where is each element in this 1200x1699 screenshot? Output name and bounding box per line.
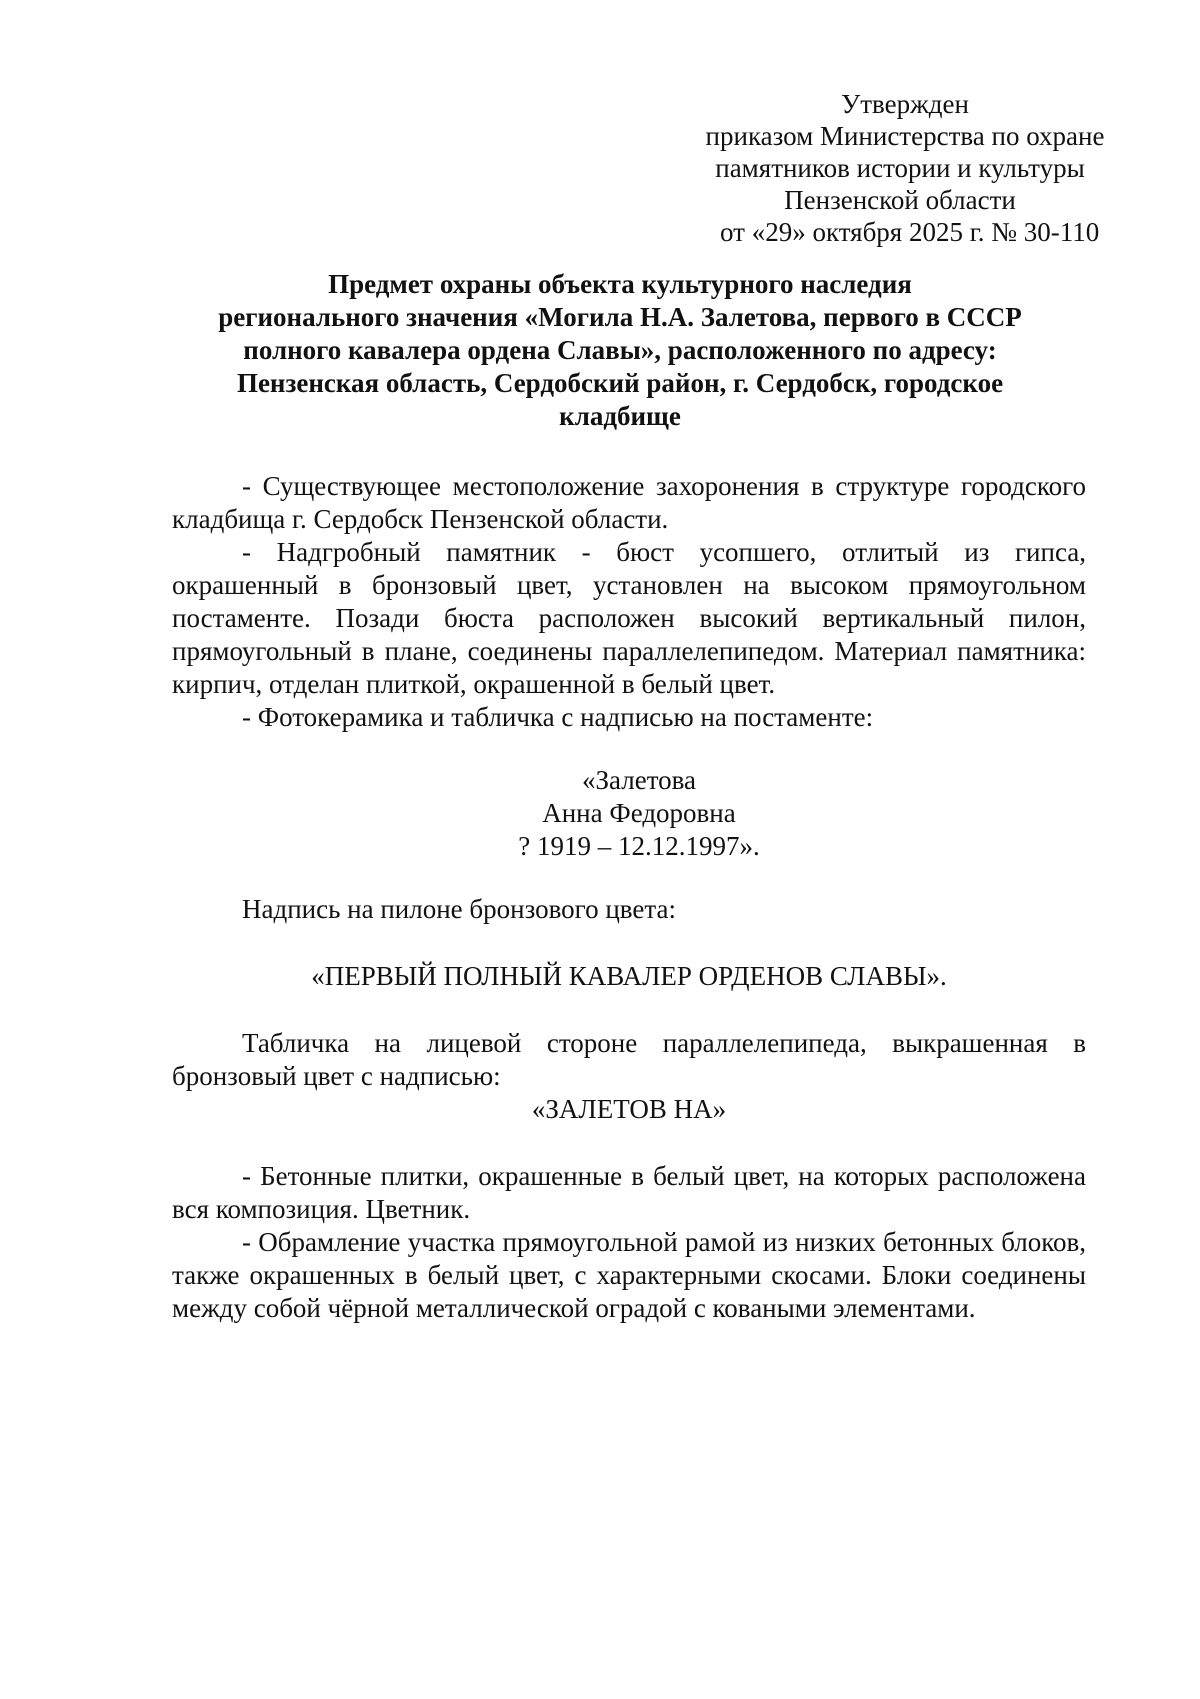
plate-inscription: «ЗАЛЕТОВ НА» (531, 1094, 727, 1124)
approval-line-region: Пензенской области (784, 185, 1016, 215)
spacer (172, 1126, 1086, 1160)
pylon-inscription: «ПЕРВЫЙ ПОЛНЫЙ КАВАЛЕР ОРДЕНОВ СЛАВЫ». (311, 961, 947, 991)
approval-stamp-block (660, 88, 1140, 248)
spacer (172, 734, 1086, 764)
approval-line-date-number: от «29» октября 2025 г. № 30-110 (720, 217, 1100, 247)
title-line-2: регионального значения «Могила Н.А. Залетова, первого в СССР (218, 302, 1022, 332)
item-tiles: - Бетонные плитки, окрашенные в белый цвет, на которых расположена вся композиция. Цветник. (172, 1161, 1086, 1224)
inscription-line-3: ? 1919 – 12.12.1997». (518, 831, 760, 861)
title-line-1: Предмет охраны объекта культурного наследия (328, 269, 912, 299)
pylon-intro: Надпись на пилоне бронзового цвета: (242, 894, 676, 924)
approval-line-order: приказом Министерства по охране (705, 121, 1105, 151)
item-photoceramic: - Фотокерамика и табличка с надписью на постаменте: (242, 702, 874, 732)
approval-line-monuments: памятников истории и культуры (715, 153, 1085, 183)
item-monument: - Надгробный памятник - бюст усопшего, отлитый из гипса, окрашенный в бронзовый цвет, установлен на высоком прямоугольном постаменте. Позади бюста расположен высокий вертикальный пилон, прямоугольный в плане, соединены параллелепипедом. Материал памятника: кирпич, отделан плиткой, окрашенной в белый цвет. (172, 537, 1086, 699)
spacer (172, 926, 1086, 960)
item-frame: - Обрамление участка прямоугольной рамой из низких бетонных блоков, также окрашенных в белый цвет, с характерными скосами. Блоки соединены между собой чёрной металлической оградой с коваными элементами. (172, 1227, 1086, 1323)
inscription-line-2: Анна Федоровна (542, 798, 736, 828)
spacer (172, 863, 1086, 893)
title-line-3: полного кавалера ордена Славы», расположенного по адресу: (243, 335, 997, 365)
plate-intro: Табличка на лицевой стороне параллелепипеда, выкрашенная в бронзовый цвет с надписью: (172, 1028, 1086, 1091)
inscription-line-1: «Залетова (581, 765, 697, 795)
title-line-4: Пензенская область, Сердобский район, г. Сердобск, городское (236, 368, 1004, 398)
document-body (172, 470, 1086, 1325)
approval-line-approved: Утвержден (841, 89, 969, 119)
document-title (170, 268, 1070, 433)
spacer (172, 993, 1086, 1027)
title-line-5: кладбище (559, 401, 681, 431)
item-location: - Существующее местоположение захоронения в структуре городского кладбища г. Сердобск Пензенской области. (172, 471, 1086, 534)
pedestal-inscription (172, 764, 1086, 863)
